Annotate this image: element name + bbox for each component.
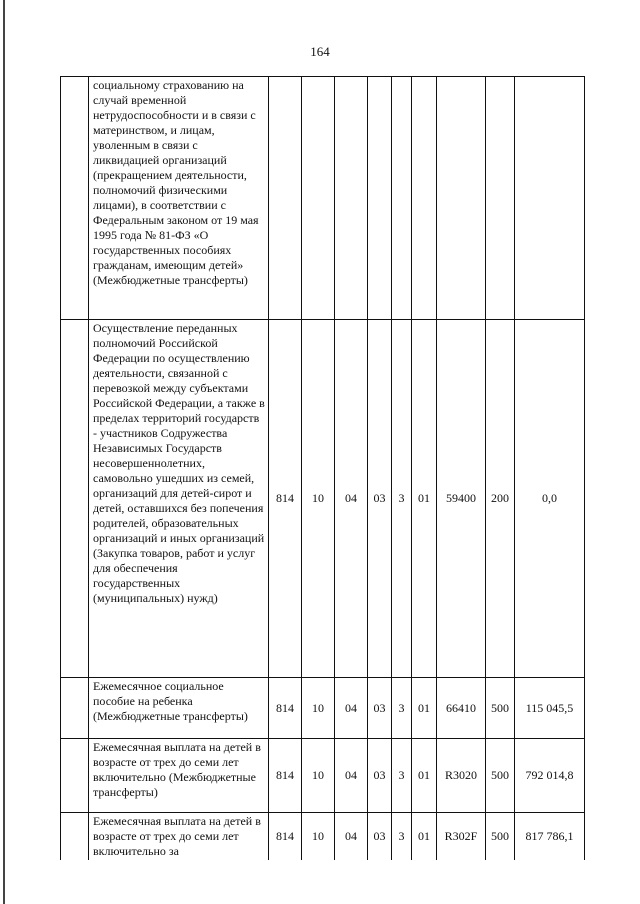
expense-type-code-cell: [486, 77, 515, 320]
direction-code-cell: R302F: [437, 813, 486, 861]
event-code-cell: [412, 77, 437, 320]
event-code-cell: 01: [412, 739, 437, 813]
scan-left-edge: [3, 0, 5, 904]
table-row: [61, 813, 585, 861]
row-index-cell: [61, 813, 89, 861]
direction-code-cell: R3020: [437, 739, 486, 813]
program-code-cell: 03: [368, 813, 392, 861]
table-row: [61, 739, 585, 813]
section-code-cell: [302, 77, 335, 320]
subprogram-code-cell: 3: [392, 813, 412, 861]
admin-code-cell: 814: [269, 320, 302, 678]
amount-cell: 792 014,8: [515, 739, 585, 813]
budget-table: [60, 76, 585, 860]
admin-code-cell: [269, 77, 302, 320]
expense-type-code-cell: 500: [486, 678, 515, 739]
program-code-cell: 03: [368, 678, 392, 739]
table-row: [61, 320, 585, 678]
subsection-code-cell: [335, 77, 368, 320]
expense-type-code-cell: 500: [486, 739, 515, 813]
table-body: [61, 77, 585, 861]
event-code-cell: 01: [412, 320, 437, 678]
row-index-cell: [61, 739, 89, 813]
section-code-cell: 10: [302, 678, 335, 739]
program-code-cell: 03: [368, 739, 392, 813]
subsection-code-cell: 04: [335, 320, 368, 678]
admin-code-cell: 814: [269, 739, 302, 813]
amount-cell: 0,0: [515, 320, 585, 678]
subprogram-code-cell: 3: [392, 320, 412, 678]
row-name-cell: социальному страхованию на случай временной нетрудоспособности и в связи с материнством, и лицам, уволенным в связи с ликвидацией организаций (прекращением деятельности, полномочий физическими лицами), в соответствии с Федеральным законом от 19 мая 1995 года № 81-ФЗ «О государственных пособиях гражданам, имеющим детей» (Межбюджетные трансферты): [89, 77, 269, 320]
section-code-cell: 10: [302, 813, 335, 861]
section-code-cell: 10: [302, 739, 335, 813]
amount-cell: 817 786,1: [515, 813, 585, 861]
row-name-cell: Осуществление переданных полномочий Российской Федерации по осуществлению деятельности, связанной с перевозкой между субъектами Российской Федерации, а также в пределах территорий государств - участников Содружества Независимых Государств несовершеннолетних, самовольно ушедших из семей, организаций для детей-сирот и детей, оставшихся без попечения родителей, образовательных организаций и иных организаций (Закупка товаров, работ и услуг для обеспечения государственных (муниципальных) нужд): [89, 320, 269, 678]
table-row: [61, 77, 585, 320]
admin-code-cell: 814: [269, 813, 302, 861]
amount-cell: 115 045,5: [515, 678, 585, 739]
row-index-cell: [61, 77, 89, 320]
direction-code-cell: 66410: [437, 678, 486, 739]
row-name-cell: Ежемесячная выплата на детей в возрасте от трех до семи лет включительно за: [89, 813, 269, 861]
subprogram-code-cell: 3: [392, 739, 412, 813]
subsection-code-cell: 04: [335, 739, 368, 813]
program-code-cell: [368, 77, 392, 320]
direction-code-cell: [437, 77, 486, 320]
page-number: 164: [310, 44, 330, 59]
event-code-cell: 01: [412, 678, 437, 739]
subprogram-code-cell: [392, 77, 412, 320]
row-name-cell: Ежемесячное социальное пособие на ребенка (Межбюджетные трансферты): [89, 678, 269, 739]
row-name-cell: Ежемесячная выплата на детей в возрасте от трех до семи лет включительно (Межбюджетные трансферты): [89, 739, 269, 813]
event-code-cell: 01: [412, 813, 437, 861]
subsection-code-cell: 04: [335, 813, 368, 861]
row-index-cell: [61, 678, 89, 739]
expense-type-code-cell: 200: [486, 320, 515, 678]
subsection-code-cell: 04: [335, 678, 368, 739]
section-code-cell: 10: [302, 320, 335, 678]
subprogram-code-cell: 3: [392, 678, 412, 739]
table-row: [61, 678, 585, 739]
admin-code-cell: 814: [269, 678, 302, 739]
expense-type-code-cell: 500: [486, 813, 515, 861]
amount-cell: [515, 77, 585, 320]
row-index-cell: [61, 320, 89, 678]
program-code-cell: 03: [368, 320, 392, 678]
direction-code-cell: 59400: [437, 320, 486, 678]
